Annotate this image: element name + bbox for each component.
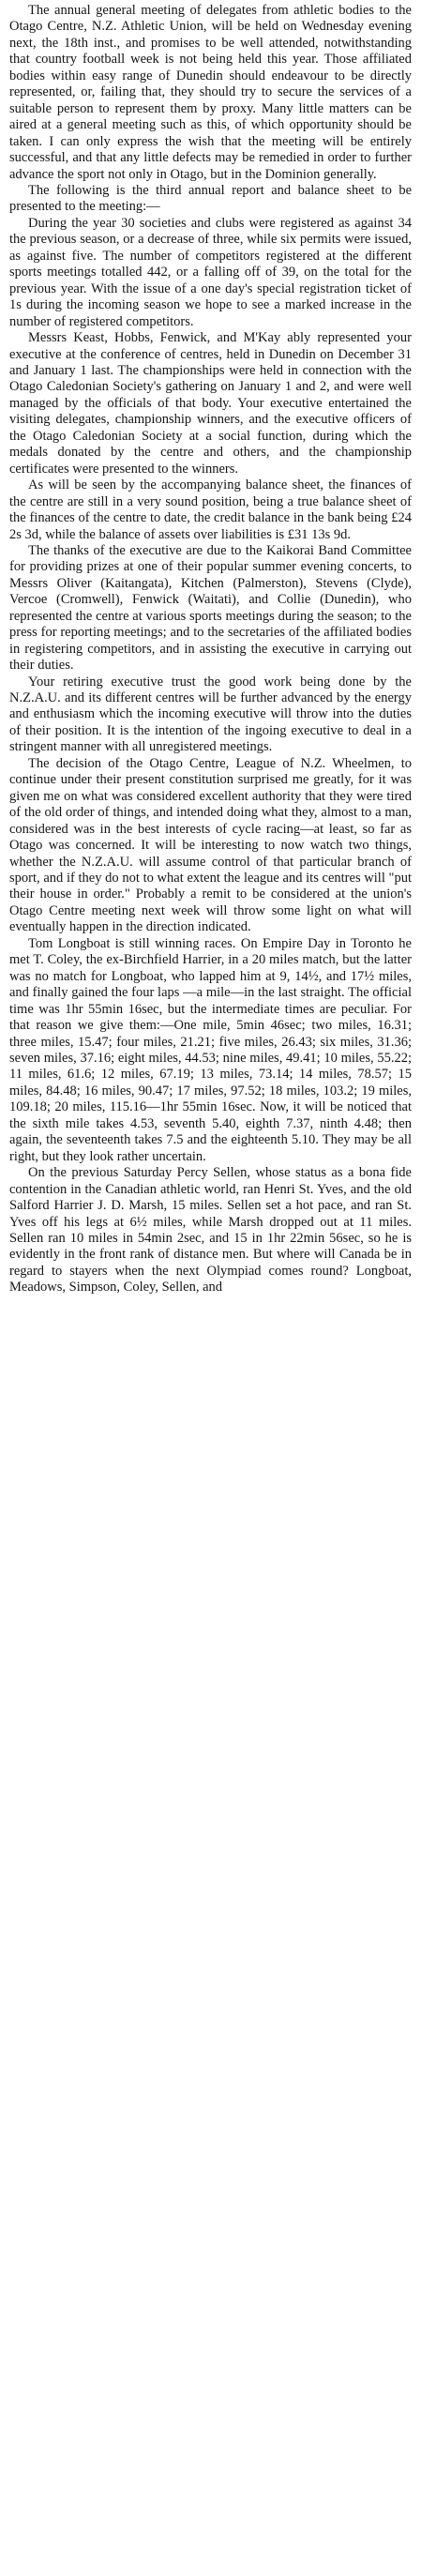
article-paragraph: The decision of the Otago Centre, League of N.Z. Wheelmen, to continue under their present constitution surprised me greatly, for it was given me on what was considered excellent authority that they were tired of the old order of things, and intended doing what they, almost to a man, considered was in the best interests of cycle racing—at least, so far as Otago was concerned. It will be interesting to now watch two things, whether the N.Z.A.U. will assume control of that particular branch of sport, and if they do not to what extent the league and its centres will "put their house in order." Probably a remit to be considered at the union's Otago Centre meeting next week will throw some light on what will eventually happen in the direction indicated.: [9, 755, 412, 935]
article-paragraph: During the year 30 societies and clubs were registered as against 34 the previous season, or a decrease of three, while six permits were issued, as against five. The number of competitors registered at the different sports meetings totalled 442, or a falling off of 39, on the total for the previous year. With the issue of a one day's special registration ticket of 1s during the incoming season we hope to see a marked increase in the number of registered competitors.: [9, 215, 412, 329]
article-paragraph: As will be seen by the accompanying balance sheet, the finances of the centre are still in a very sound position, being a true balance sheet of the finances of the centre to date, the credit balance in the bank being £24 2s 3d, while the balance of assets over liabilities is £31 13s 9d.: [9, 477, 412, 542]
article-paragraph: The annual general meeting of delegates from athletic bodies to the Otago Centre, N.Z. Athletic Union, will be held on Wednesday evening next, the 18th inst., and promises to be well attended, notwithstanding that country football week is not being held this year. Those affiliated bodies within easy range of Dunedin should endeavour to be directly represented, or, failing that, they should try to secure the services of a suitable person to represent them by proxy. Many little matters can be aired at a general meeting such as this, of which opportunity should be taken. I can only express the wish that the meeting will be entirely successful, and that any little defects may be remedied in order to further advance the sport not only in Otago, but in the Dominion generally.: [9, 3, 412, 182]
article-paragraph: The thanks of the executive are due to the Kaikorai Band Committee for providing prizes at one of their popular summer evening concerts, to Messrs Oliver (Kaitangata), Kitchen (Palmerston), Stevens (Clyde), Vercoe (Cromwell), Fenwick (Waitati), and Collie (Dunedin), who represented the centre at various sports meetings during the season; to the press for reporting meetings; and to the secretaries of the affiliated bodies in registering competitors, and in assisting the executive in carrying out their duties.: [9, 542, 412, 674]
article-paragraph: Your retiring executive trust the good work being done by the N.Z.A.U. and its different centres will be further advanced by the energy and enthusiasm which the incoming executive will throw into the duties of their position. It is the intention of the ingoing executive to deal in a stringent manner with all unregistered meetings.: [9, 674, 412, 755]
article-paragraph: Messrs Keast, Hobbs, Fenwick, and M'Kay ably represented your executive at the conference of centres, held in Dunedin on December 31 and January 1 last. The championships were held in connection with the Otago Caledonian Society's gathering on January 1 and 2, and were well managed by the officials of that body. Your executive entertained the visiting delegates, championship winners, and the executive officers of the Otago Caledonian Society at a social function, during which the medals donated by the centre and others, and the championship certificates were presented to the winners.: [9, 330, 412, 477]
article-paragraph: Tom Longboat is still winning races. On Empire Day in Toronto he met T. Coley, the ex-Birchfield Harrier, in a 20 miles match, but the latter was no match for Longboat, who lapped him at 9, 14½, and 17½ miles, and finally gained the four laps —a mile—in the last straight. The official time was 1hr 55min 16sec, but the intermediate times are peculiar. For that reason we give them:—One mile, 5min 46sec; two miles, 16.31; three miles, 15.47; four miles, 21.21; five miles, 26.43; six miles, 31.36; seven miles, 37.16; eight miles, 44.53; nine miles, 49.41; 10 miles, 55.22; 11 miles, 61.6; 12 miles, 67.19; 13 miles, 73.14; 14 miles, 78.57; 15 miles, 84.48; 16 miles, 90.47; 17 miles, 97.52; 18 miles, 103.2; 19 miles, 109.18; 20 miles, 115.16—1hr 55min 16sec. Now, it will be noticed that the sixth mile takes 4.53, seventh 5.40, eighth 7.37, ninth 4.48; then again, the seventeenth takes 7.5 and the eighteenth 5.10. They may be all right, but they look rather uncertain.: [9, 935, 412, 1164]
article-paragraph: The following is the third annual report and balance sheet to be presented to the meeting:—: [9, 182, 412, 215]
article-paragraph: On the previous Saturday Percy Sellen, whose status as a bona fide contention in the Canadian athletic world, ran Henri St. Yves, and the old Salford Harrier J. D. Marsh, 15 miles. Sellen set a hot pace, and ran St. Yves off his legs at 6½ miles, while Marsh dropped out at 11 miles. Sellen ran 10 miles in 54min 2sec, and 15 in 1hr 22min 56sec, so he is evidently in the front rank of distance men. But where will Canada be in regard to stayers when the next Olympiad comes round? Longboat, Meadows, Simpson, Coley, Sellen, and: [9, 1165, 412, 1296]
